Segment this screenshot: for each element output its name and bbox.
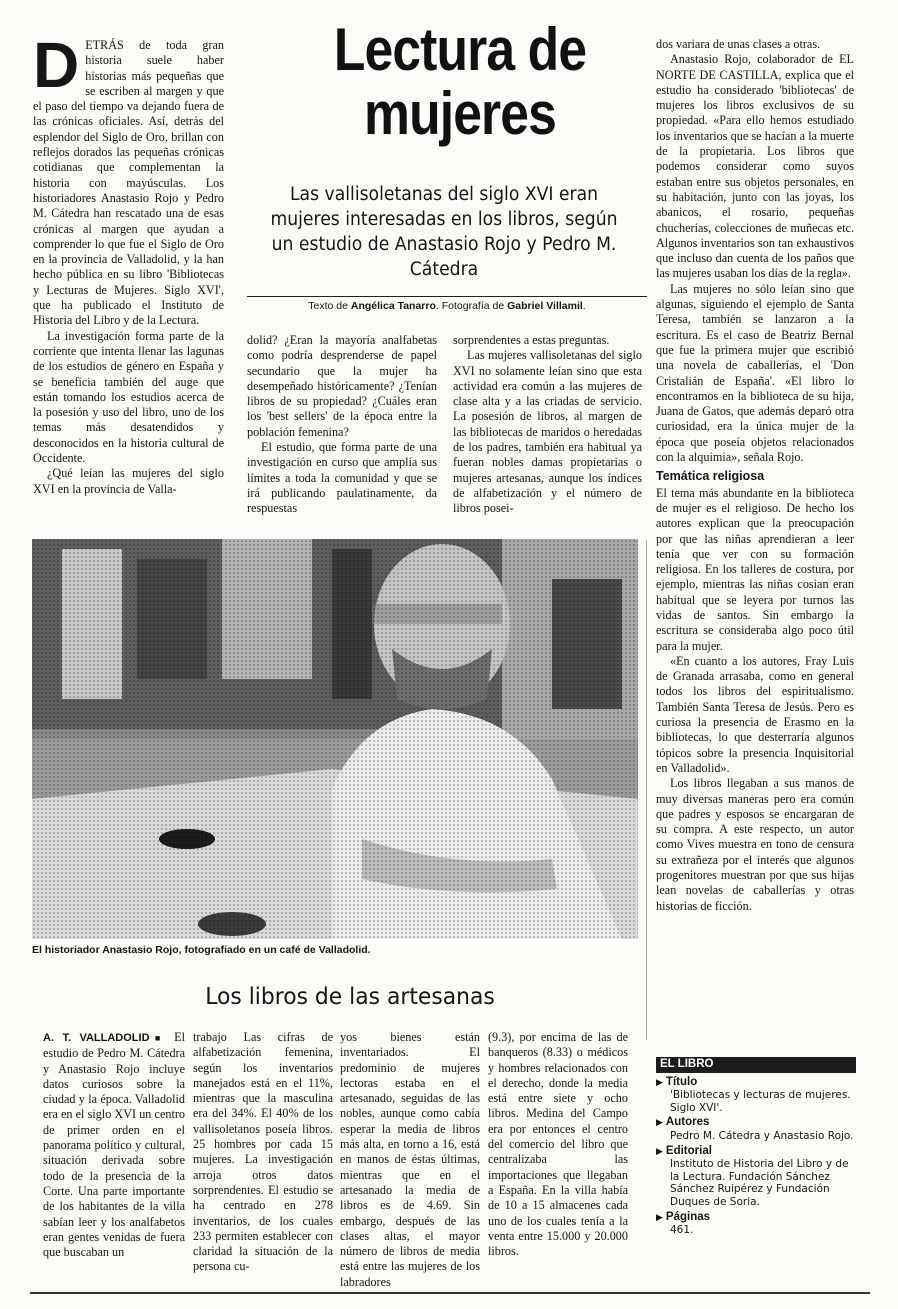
- book-info-box: [656, 1057, 856, 1239]
- story-paragraph: Las mujeres no sólo leían sino que algunas, siguiendo el ejemplo de Santa Teresa, también se lanzaron a la escritura. Es el caso de Beatriz Bernal que fue la primera mujer que escribió una novela de caballerías, el 'Don Cristalián de España'. «El libro lo encontramos en la biblioteca de su hija, Juana de Gatos, que además deparó otra curiosidad, era la única mujer de la época que poseía objetos relacionados con la alquimia», señala Rojo.: [656, 281, 854, 465]
- sidebar-paragraph: (9.3), por encima de las de banqueros (8.33) o médicos y hombres relacionados con el derecho, donde la media está entre siete y ocho libros. Medina del Campo era por entonces el centro del comercio del libro que centralizaba las importaciones que llegaban a España. En la villa había de 10 a 15 almacenes cada uno de los cuales tenía a la venta entre 15.000 y 20.000 libros.: [488, 1030, 628, 1259]
- deck-subtitle: Las vallisoletanas del siglo XVI eran mujeres interesadas en los libros, según un estudio de Anastasio Rojo y Pedro M. Cátedra: [270, 184, 618, 280]
- lead-in-caps: ETRÁS: [85, 38, 124, 52]
- sidebar-paragraph: trabajo Las cifras de alfabetización femenina, según los inventarios manejados está en el 11%, mientras que la masculina era del 34%. El 40% de los vallisoletanos poseía libros. 25 hombres por cada 15 mujeres. La investigación arroja otros datos sorprendentes. El estudio se ha centrado en 278 inventarios, de los cuales 233 permiten establecer con claridad la situación de la persona cu-: [193, 1030, 333, 1274]
- story-paragraph: El estudio, que forma parte de una investigación en curso que amplía sus límites a toda la comunidad y que se irá publicando paulatinamente, da respuestas: [247, 440, 437, 516]
- story-paragraph: Anastasio Rojo, colaborador de EL NORTE DE CASTILLA, explica que el estudio ha considerado 'bibliotecas' de mujeres los libros exclusivos de su propiedad. «Para ello hemos estudiado los inventarios que se hacían a la muerte de la propietaria. Los libros que podemos considerar como suyos estaban entre sus objetos personales, en su habitación, junto con las joyas, los abanicos, el rosario, pequeñas chucherías, colecciones de muñecas etc. Algunos inventarios son tan exhaustivos que incluso dan cuenta de los paños que las mujeres usaban los días de la regla».: [656, 52, 854, 281]
- info-item-title: ▶ Título 'Bibliotecas y lecturas de mujeres. Siglo XVI'.: [656, 1076, 856, 1115]
- sidebar-paragraph: A. T. VALLADOLID■ El estudio de Pedro M. Cátedra y Anastasio Rojo incluye datos curiosos sobre la ciudad y la época. Valladolid era en el siglo XVI un centro de primer orden en el panorama político y cultural, situación derivada sobre todo de la presencia de la Corte. Una parte importante de los habitantes de la villa sabían leer y los analfabetos eran gentes venidas de fuera que buscaban un: [43, 1030, 185, 1260]
- sidebar-byline: A. T. VALLADOLID: [43, 1032, 150, 1044]
- story-paragraph: dolid? ¿Eran la mayoría analfabetas como podría desprenderse de papel secundario que la mujer ha desempeñado históricamente? ¿Tenían libros de su propiedad? ¿Cuáles eran los 'best sellers' de la época entre la población femenina?: [247, 333, 437, 439]
- info-item-authors: ▶ Autores Pedro M. Cátedra y Anastasio Rojo.: [656, 1116, 856, 1142]
- author-credit: Texto de Angélica Tanarro. Fotografía de Gabriel Villamil.: [247, 296, 647, 312]
- photo-image: [32, 539, 638, 939]
- story-column-1: [33, 29, 224, 497]
- story-paragraph: «En cuanto a los autores, Fray Luis de Granada arrasaba, como en general todos los libros del espiritualismo. También Santa Teresa de Jesús. Pero es curiosa la presencia de Erasmo en la bibliotecas, lo que desterraría algunos tópicos sobre la presencia Inquisitorial en Valladolid».: [656, 653, 854, 775]
- story-paragraph: DETRÁS de toda gran historia suele haber historias más pequeñas que se escriben al margen y que el paso del tiempo va dejando fuera de las crónicas oficiales. Así, detrás del esplendor del Siglo de Oro, brillan con reflejos dorados las pequeñas crónicas cotidianas que complementan la historia con mayúsculas. Los historiadores Anastasio Rojo y Pedro M. Cátedra han rescatado una de esas crónicas al margen que ayudan a comprender lo que fue el Siglo de Oro en la provincia de Valladolid, y la han hecho pública en su libro 'Bibliotecas y Lecturas de Mujeres. Siglo XVI', que ha publicado el Instituto de Historia del Libro y de la Lectura.: [33, 29, 224, 328]
- story-paragraph: El tema más abundante en la biblioteca de mujer es el religioso. De hecho los autores explican que la preocupación por que las niñas aprendieran a leer tenía que ver con su formación religiosa. En los talleres de costura, por ejemplo, mientras las niñas cosian eran habitual que se leyera por turnos las vidas de santos. Sin embargo la escritura se consideraba algo poco útil para la mujer.: [656, 485, 854, 653]
- photo-caption: El historiador Anastasio Rojo, fotografiado en un café de Valladolid.: [32, 944, 371, 956]
- bottom-rule: [30, 1292, 870, 1294]
- sidebar-column-2: [193, 1030, 333, 1275]
- sidebar-column-1: [43, 1030, 185, 1260]
- story-paragraph: Las mujeres vallisoletanas del siglo XVI no solamente leían sino que esta actividad era común a las mujeres de clase alta y a las criadas de servicio. La posesión de libros, al margen de las bibliotecas de maridos o heredadas de los padres, también era habitual ya fueran nobles damas propietarias o mujeres artesanas, aunque los índices de alfabetización y el número de libros posei-: [453, 348, 642, 516]
- story-column-3: [453, 333, 642, 517]
- headline: Lectura de mujeres: [333, 16, 587, 147]
- info-item-pages: ▶ Páginas 461.: [656, 1211, 856, 1237]
- story-paragraph: Los libros llegaban a sus manos de muy diversas maneras pero era común que padres y esposos se encargaran de su compra. A este respecto, un autor como Vives muestra en tono de censura su extrañeza por el interés que algunos progenitores muestran por que sus hijas lean novelas de caballerías y otras historias de ficción.: [656, 776, 854, 913]
- story-column-4: [656, 37, 854, 914]
- story-paragraph: sorprendentes a estas preguntas.: [453, 333, 610, 347]
- info-item-publisher: ▶ Editorial Instituto de Historia del Libro y de la Lectura. Fundación Sánchez Sánchez Ruipérez y Fundación Duques de Soria.: [656, 1145, 856, 1209]
- story-paragraph: dos variara de unas clases a otras.: [656, 37, 821, 51]
- story-paragraph: ¿Qué leían las mujeres del siglo XVI en la provincia de Valla-: [33, 466, 224, 496]
- info-box-title: EL LIBRO: [656, 1057, 856, 1073]
- story-column-2: [247, 333, 437, 517]
- drop-cap: D: [33, 29, 80, 101]
- secondary-headline: Los libros de las artesanas: [205, 984, 495, 1010]
- column-divider: [646, 540, 647, 1040]
- sidebar-paragraph: yos bienes están inventariados. El predominio de mujeres lectoras estaba en el artesanado, seguidas de las nobles, aunque como cabía esperar la media de libros más alta, en torno a 16, está en manos de éstas últimas, mientras que en el artesanado la media de libros es de 4.69. Sin embargo, después de las clases altas, el mayor número de libros de media está entre las mujeres de los labradores: [340, 1030, 480, 1289]
- section-subhead: Temática religiosa: [656, 469, 765, 484]
- sidebar-column-4: [488, 1030, 628, 1259]
- story-paragraph: La investigación forma parte de la corriente que intenta llenar las lagunas de los estudios de género en España y se beneficia también del auge que están tomando los estudios acerca de la posesión y uso del libro, uno de los temas más desatendidos y desconocidos en la historia cultural de Occidente.: [33, 328, 224, 466]
- sidebar-column-3: [340, 1030, 480, 1290]
- photo-historian: [32, 539, 638, 939]
